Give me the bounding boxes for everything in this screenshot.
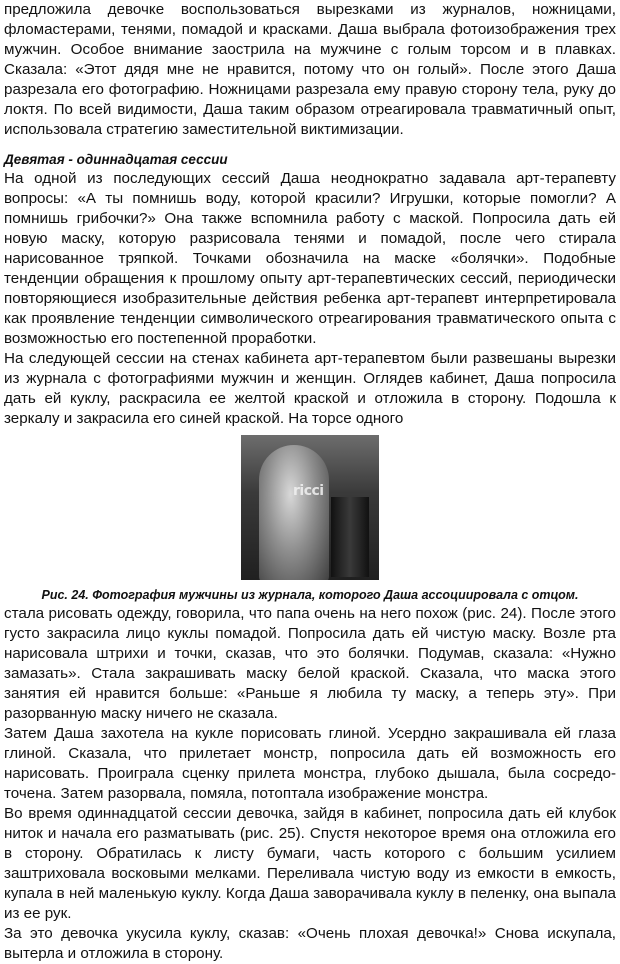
document-page bbox=[4, 0, 616, 964]
figure-caption: Рис. 24. Фотография мужчины из журнала, которого Даша ассоциировала с отцом. bbox=[41, 588, 579, 602]
paragraph: На следующей сессии на стенах кабинета арт-терапевтом были развешаны вырезки из журнала с фотографиями мужчин и женщин. Оглядев кабинет, Даша попросила дать ей куклу, раскрасила ее желтой краской и отложила в сторону. Подошла к зеркалу и закрасила его синей краской. На торсе одного bbox=[4, 350, 616, 427]
section-heading: Девятая - одиннадцатая сессии bbox=[4, 152, 228, 167]
figure bbox=[4, 435, 616, 604]
perfume-bottle-shape bbox=[331, 497, 369, 577]
paragraph: За это девочка укусила куклу, сказав: «Очень плохая девочка!» Снова искупала, вытерла и отложила в сторону. bbox=[4, 925, 616, 962]
paragraph: стала рисовать одежду, говорила, что папа очень на него похож (рис. 24). После этого густо закрасила лицо куклы помадой. Попросила дать ей чистую маску. Возле рта нарисовала штрихи и точки, сказав, что это болячки. Подумав, сказала: «Нужно замазать». Стала закрашивать маску белой краской. Сказала, что маска этого занятия ей нравится больше: «Раньше я любила ту маску, а теперь эту». При разорванную маску ничего не сказала. bbox=[4, 605, 616, 722]
paragraph: предложила девочке воспользоваться вырезками из журналов, ножницами, фломастерами, тенями, помадой и красками. Даша выбрала фотоизображения трех мужчин. Особое внимание заострила на мужчине с голым торсом и в плавках. Сказала: «Этот дядя мне не нравится, потому что он голый». После этого Даша разрезала его фотографию. Ножницами разрезала ему правую сторону тела, руку до локтя. По всей видимости, Даша таким образом отреагировала травматичный опыт, использовала стратегию заместительной виктимизации. bbox=[4, 1, 616, 138]
paragraph: Во время одиннадцатой сессии девочка, зайдя в кабинет, попросила дать ей клубок ниток и начала его разматывать (рис. 25). Спустя некоторое время она отложила его в сторону. Обратилась к листу бумаги, часть которого с большим усилием заштриховала восковыми мелками. Переливала чистую воду из емкости в емкость, купала в ней маленькую куклу. Когда Даша заворачивала куклу в пеленку, она выпала из ее рук. bbox=[4, 805, 616, 922]
magazine-photo bbox=[241, 435, 379, 580]
photo-logo: ricci bbox=[293, 483, 324, 499]
torso-shape bbox=[259, 445, 329, 580]
paragraph: Затем Даша захотела на кукле порисовать глиной. Усердно закрашивала ей глаза глиной. Сказала, что прилетает монстр, попросила дать ей возможность его нарисовать. Проиграла сценку прилета монстра, глубоко дышала, была сосредо-точена. Затем разорвала, помяла, потоптала изображение монстра. bbox=[4, 725, 616, 802]
paragraph: На одной из последующих сессий Даша неоднократно задавала арт-терапевту вопросы: «А ты помнишь воду, которой красили? Игрушки, которые помогли? А помнишь грибочки?» Она также вспомнила работу с маской. Попросила дать ей новую маску, которую разрисовала тенями и помадой, после чего стирала нарисованное тряпкой. Точками обозначила на маске «болячки». Подобные тенденции обращения к прошлому опыту арт-терапевтических сессий, периодически повторяющиеся изобразительные действия ребенка арт-терапевт интерпретировала как проявление тенденции символического отреагирования травматического опыта с возможностью его постепенной проработки. bbox=[4, 170, 616, 347]
